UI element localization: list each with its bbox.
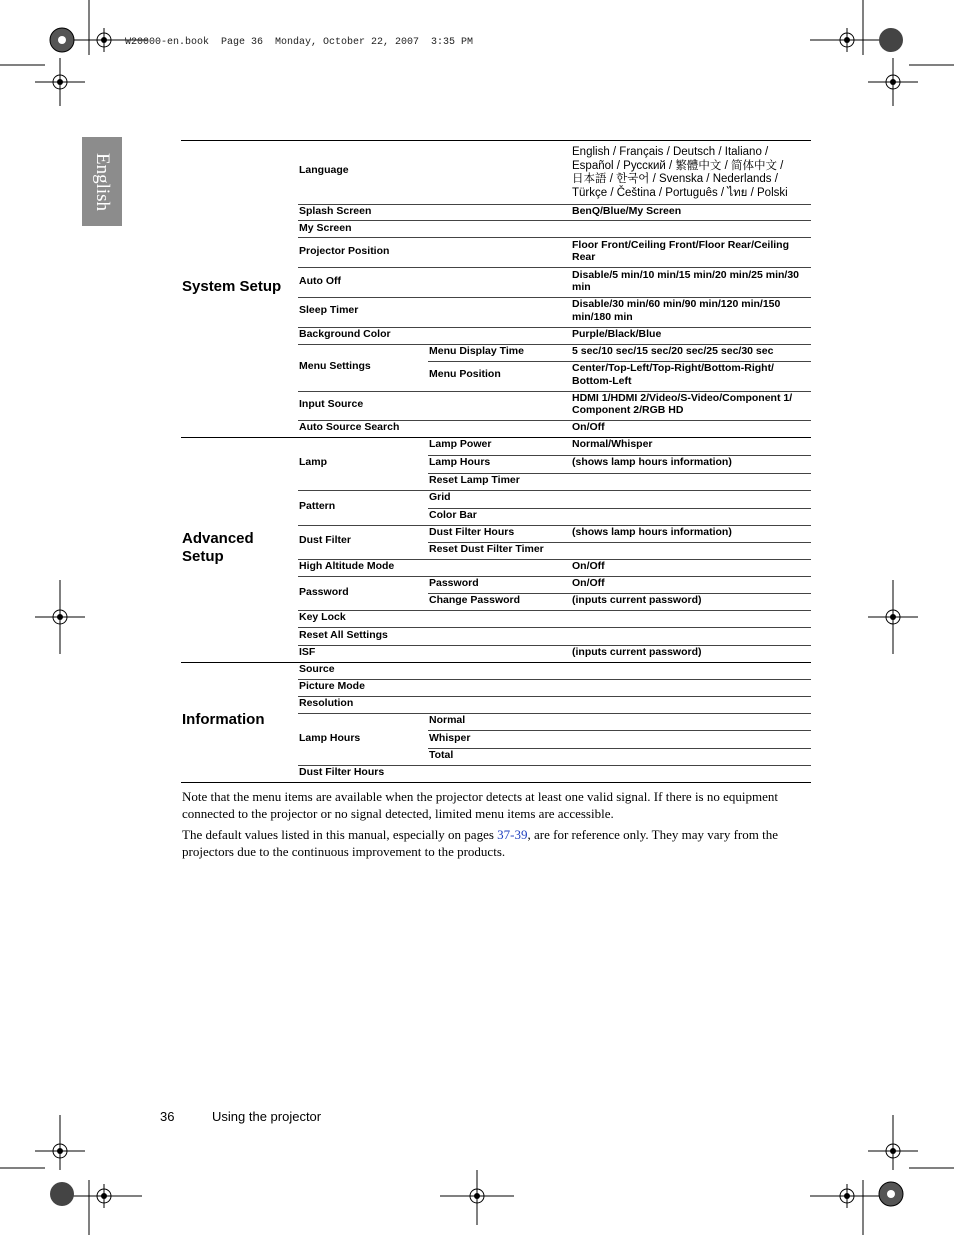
- section-advanced-setup-line2: Setup: [182, 548, 224, 565]
- language-options-line: Español / Русский / 繁體中文 / 简体中文 /: [572, 159, 784, 172]
- item-lamp: Lamp: [299, 456, 328, 468]
- row-divider: [298, 576, 811, 577]
- sub-lamp-power: Lamp Power: [429, 438, 492, 450]
- item-projector-position: Projector Position: [299, 245, 390, 257]
- row-divider: [298, 267, 811, 268]
- row-divider: [298, 525, 811, 526]
- item-menu-settings: Menu Settings: [299, 360, 371, 372]
- value-input-source-cont: Component 2/RGB HD: [572, 404, 684, 416]
- value-sleep-timer: Disable/30 min/60 min/90 min/120 min/150: [572, 298, 781, 310]
- item-input-source: Input Source: [299, 398, 364, 410]
- sub-dust-filter-hours: Dust Filter Hours: [429, 526, 515, 538]
- value-password: On/Off: [572, 577, 605, 589]
- sub-change-password: Change Password: [429, 594, 521, 606]
- value-menu-display-time: 5 sec/10 sec/15 sec/20 sec/25 sec/30 sec: [572, 345, 774, 357]
- item-pattern: Pattern: [299, 500, 336, 512]
- item-dust-filter-hours-info: Dust Filter Hours: [299, 766, 385, 778]
- table-top-rule: [181, 140, 811, 141]
- value-auto-off-cont: min: [572, 281, 591, 293]
- section-advanced-setup-line1: Advanced: [182, 530, 254, 547]
- page-number: 36: [160, 1109, 175, 1124]
- row-divider: [298, 610, 811, 611]
- item-key-lock: Key Lock: [299, 611, 346, 623]
- note-default-values-text-end: , are for reference only. They may vary from the projectors due to the continuous improvement to the products.: [182, 827, 779, 859]
- value-auto-off: Disable/5 min/10 min/15 min/20 min/25 min/30: [572, 269, 800, 281]
- value-projector-position-cont: Rear: [572, 251, 596, 263]
- row-divider: [428, 508, 811, 509]
- note-default-values-text: The default values listed in this manual, especially on pages: [182, 827, 498, 842]
- value-sleep-timer-cont: min/180 min: [572, 311, 633, 323]
- sub-color-bar: Color Bar: [429, 509, 477, 521]
- item-auto-source-search: Auto Source Search: [299, 421, 400, 433]
- row-divider: [298, 490, 811, 491]
- sub-menu-position: Menu Position: [429, 368, 501, 380]
- sub-menu-display-time: Menu Display Time: [429, 345, 524, 357]
- value-auto-source-search: On/Off: [572, 421, 605, 433]
- row-divider: [298, 696, 811, 697]
- sub-whisper: Whisper: [429, 732, 471, 744]
- item-high-altitude-mode: High Altitude Mode: [299, 560, 395, 572]
- sub-reset-lamp-timer: Reset Lamp Timer: [429, 474, 520, 486]
- row-divider: [298, 679, 811, 680]
- table-bottom-rule: [181, 782, 811, 783]
- row-divider: [298, 237, 811, 238]
- row-divider: [428, 730, 811, 731]
- value-dust-filter-hours: (shows lamp hours information): [572, 526, 732, 538]
- item-my-screen: My Screen: [299, 222, 352, 234]
- page-range-link[interactable]: 37-39: [497, 827, 528, 842]
- row-divider: [298, 627, 811, 628]
- item-picture-mode: Picture Mode: [299, 680, 365, 692]
- language-options: [572, 146, 812, 200]
- value-input-source: HDMI 1/HDMI 2/Video/S-Video/Component 1/: [572, 392, 793, 404]
- language-side-tab: [82, 137, 122, 226]
- language-options-line: 日本語 / 한국어 / Svenska / Nederlands /: [572, 173, 778, 185]
- book-header-line: W20000-en.book Page 36 Monday, October 22, 2007 3:35 PM: [125, 37, 474, 48]
- row-divider: [298, 645, 811, 646]
- value-background-color: Purple/Black/Blue: [572, 328, 662, 340]
- value-projector-position: Floor Front/Ceiling Front/Floor Rear/Ceiling: [572, 239, 789, 251]
- item-auto-off: Auto Off: [299, 275, 341, 287]
- item-reset-all-settings: Reset All Settings: [299, 629, 388, 641]
- sub-lamp-hours: Lamp Hours: [429, 456, 491, 468]
- item-language: Language: [299, 164, 349, 176]
- sub-grid: Grid: [429, 491, 451, 503]
- section-system-setup: System Setup: [182, 278, 282, 295]
- sub-reset-dust-filter-timer: Reset Dust Filter Timer: [429, 543, 544, 555]
- language-tab-label: English: [92, 152, 113, 211]
- section-rule: [181, 662, 811, 663]
- item-splash-screen: Splash Screen: [299, 205, 372, 217]
- value-menu-position-cont: Bottom-Left: [572, 375, 632, 387]
- item-source: Source: [299, 663, 335, 675]
- note-default-values: [182, 826, 812, 860]
- value-change-password: (inputs current password): [572, 594, 702, 606]
- item-resolution: Resolution: [299, 697, 354, 709]
- item-dust-filter: Dust Filter: [299, 534, 351, 546]
- value-isf: (inputs current password): [572, 646, 702, 658]
- item-isf: ISF: [299, 646, 316, 658]
- note-signal: Note that the menu items are available when the projector detects at least one valid signal. If there is no equipment connected to the projector or no signal detected, limited menu items are accessible.: [182, 789, 778, 821]
- row-divider: [428, 748, 811, 749]
- language-options-line: English / Français / Deutsch / Italiano /: [572, 146, 769, 158]
- language-options-line: Türkçe / Čeština / Português / ไทย / Polski: [572, 186, 788, 199]
- value-high-altitude-mode: On/Off: [572, 560, 605, 572]
- value-splash-screen: BenQ/Blue/My Screen: [572, 205, 682, 217]
- section-information: Information: [182, 711, 265, 728]
- sub-total: Total: [429, 749, 454, 761]
- item-password: Password: [299, 586, 349, 598]
- section-rule: [181, 437, 811, 438]
- row-divider: [298, 204, 811, 205]
- row-divider: [298, 713, 811, 714]
- value-menu-position: Center/Top-Left/Top-Right/Bottom-Right/: [572, 362, 774, 374]
- chapter-title: Using the projector: [212, 1109, 322, 1124]
- value-lamp-power: Normal/Whisper: [572, 438, 653, 450]
- sub-normal: Normal: [429, 714, 466, 726]
- sub-password: Password: [429, 577, 479, 589]
- item-sleep-timer: Sleep Timer: [299, 304, 359, 316]
- item-background-color: Background Color: [299, 328, 391, 340]
- item-lamp-hours-info: Lamp Hours: [299, 732, 361, 744]
- value-lamp-hours: (shows lamp hours information): [572, 456, 732, 468]
- row-divider: [298, 220, 811, 221]
